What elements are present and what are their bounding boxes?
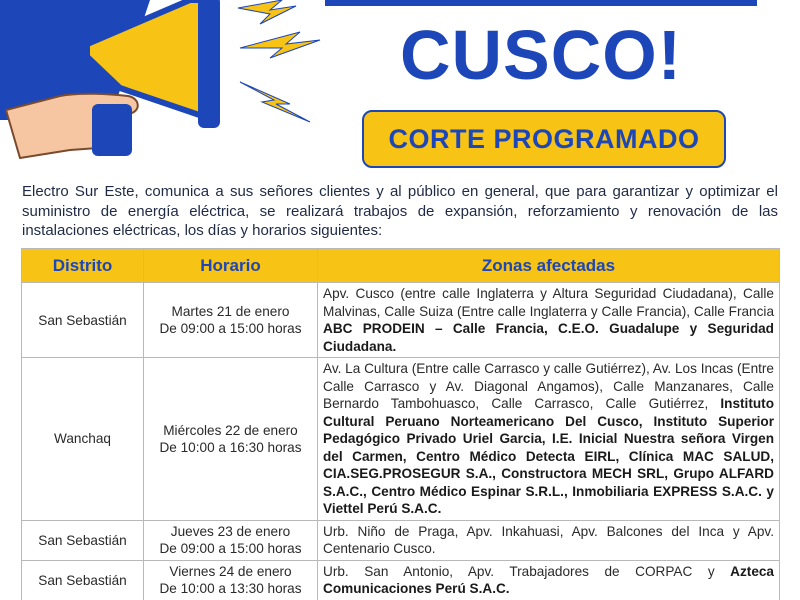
- zones-cell: [318, 358, 780, 521]
- schedule-cell: [144, 283, 318, 358]
- page-title: CUSCO!: [399, 16, 683, 94]
- megaphone-icon: [0, 0, 330, 170]
- zones-text: Urb. San Antonio, Apv. Trabajadores de CORPAC y: [323, 563, 731, 579]
- schedule-hours: De 09:00 a 15:00 horas: [159, 541, 302, 556]
- title-underline: [325, 0, 757, 6]
- schedule-day: Miércoles 22 de enero: [163, 422, 298, 438]
- schedule-hours: De 10:00 a 13:30 horas: [159, 581, 302, 596]
- district-cell: San Sebastián: [22, 560, 144, 600]
- badge-label: CORTE PROGRAMADO: [388, 123, 700, 154]
- schedule-table: [21, 248, 780, 600]
- district-cell: Wanchaq: [22, 358, 144, 521]
- intro-paragraph: Electro Sur Este, comunica a sus señores clientes y al público en general, que para garantizar y optimizar el suministro de energía eléctrica, se realizará trabajos de expansión, reforzamiento y renovación de las instalaciones eléctricas, los días y horarios siguientes:: [22, 183, 778, 239]
- zones-cell: [318, 560, 780, 600]
- schedule-cell: [144, 358, 318, 521]
- bolt-3: [240, 82, 310, 122]
- zones-cell: [318, 520, 780, 560]
- zones-cell: [318, 283, 780, 358]
- schedule-cell: [144, 560, 318, 600]
- district-cell: San Sebastián: [22, 520, 144, 560]
- district-cell: San Sebastián: [22, 283, 144, 358]
- bolt-2: [240, 32, 320, 58]
- zones-bold-text: Azteca Comunicaciones Perú S.A.C.: [323, 563, 774, 596]
- header-zonas: Zonas afectadas: [318, 249, 780, 283]
- schedule-day: Jueves 23 de enero: [170, 524, 291, 539]
- header-horario: Horario: [144, 249, 318, 283]
- table-header-row: [22, 249, 780, 283]
- bolt-1: [238, 0, 296, 24]
- zones-bold-text: ABC PRODEIN – Calle Francia, C.E.O. Guadalupe y Seguridad Ciudadana.: [323, 321, 774, 354]
- status-badge: [362, 110, 726, 168]
- schedule-day: Martes 21 de enero: [171, 304, 290, 319]
- zones-text: Av. La Cultura (Entre calle Carrasco y calle Gutiérrez), Av. Los Incas (Entre Calle Carrasco y Av. Diagonal Angamos), Calle Manzanares, Calle Bernardo Tambohuasco, Calle Carrasco, Calle Gutiérrez,: [323, 361, 774, 411]
- zones-text: Apv. Cusco (entre calle Inglaterra y Altura Seguridad Ciudadana), Calle Malvinas, Calle Suiza (Entre calle Inglaterra y Calle Francia), Calle Francia: [323, 286, 774, 319]
- schedule-cell: [144, 520, 318, 560]
- schedule-day: Viernes 24 de enero: [169, 564, 292, 579]
- table-row: [22, 358, 780, 521]
- table-row: [22, 520, 780, 560]
- schedule-hours: De 10:00 a 16:30 horas: [159, 439, 302, 455]
- zones-bold-text: Instituto Cultural Peruano Norteamericano Del Cusco, Instituto Superior Pedagógico Privado Uriel Garcia, I.E. Inicial Nuestra señora Virgen del Carmen, Centro Médico Detecta EIRL, Clínica MAC SALUD, CIA.SEG.PROSEGUR S.A., Constructora MECH SRL, Grupo ALFARD S.A.C., Centro Médico Espinar S.R.L., Inmobiliaria EXPRESS S.A.C. y Viettel Perú S.A.C.: [323, 396, 774, 516]
- table-row: [22, 560, 780, 600]
- header-distrito: Distrito: [22, 249, 144, 283]
- table-row: [22, 283, 780, 358]
- zones-text: Urb. Niño de Praga, Apv. Inkahuasi, Apv. Balcones del Inca y Apv. Centenario Cusco.: [323, 523, 774, 556]
- schedule-hours: De 09:00 a 15:00 horas: [159, 321, 302, 336]
